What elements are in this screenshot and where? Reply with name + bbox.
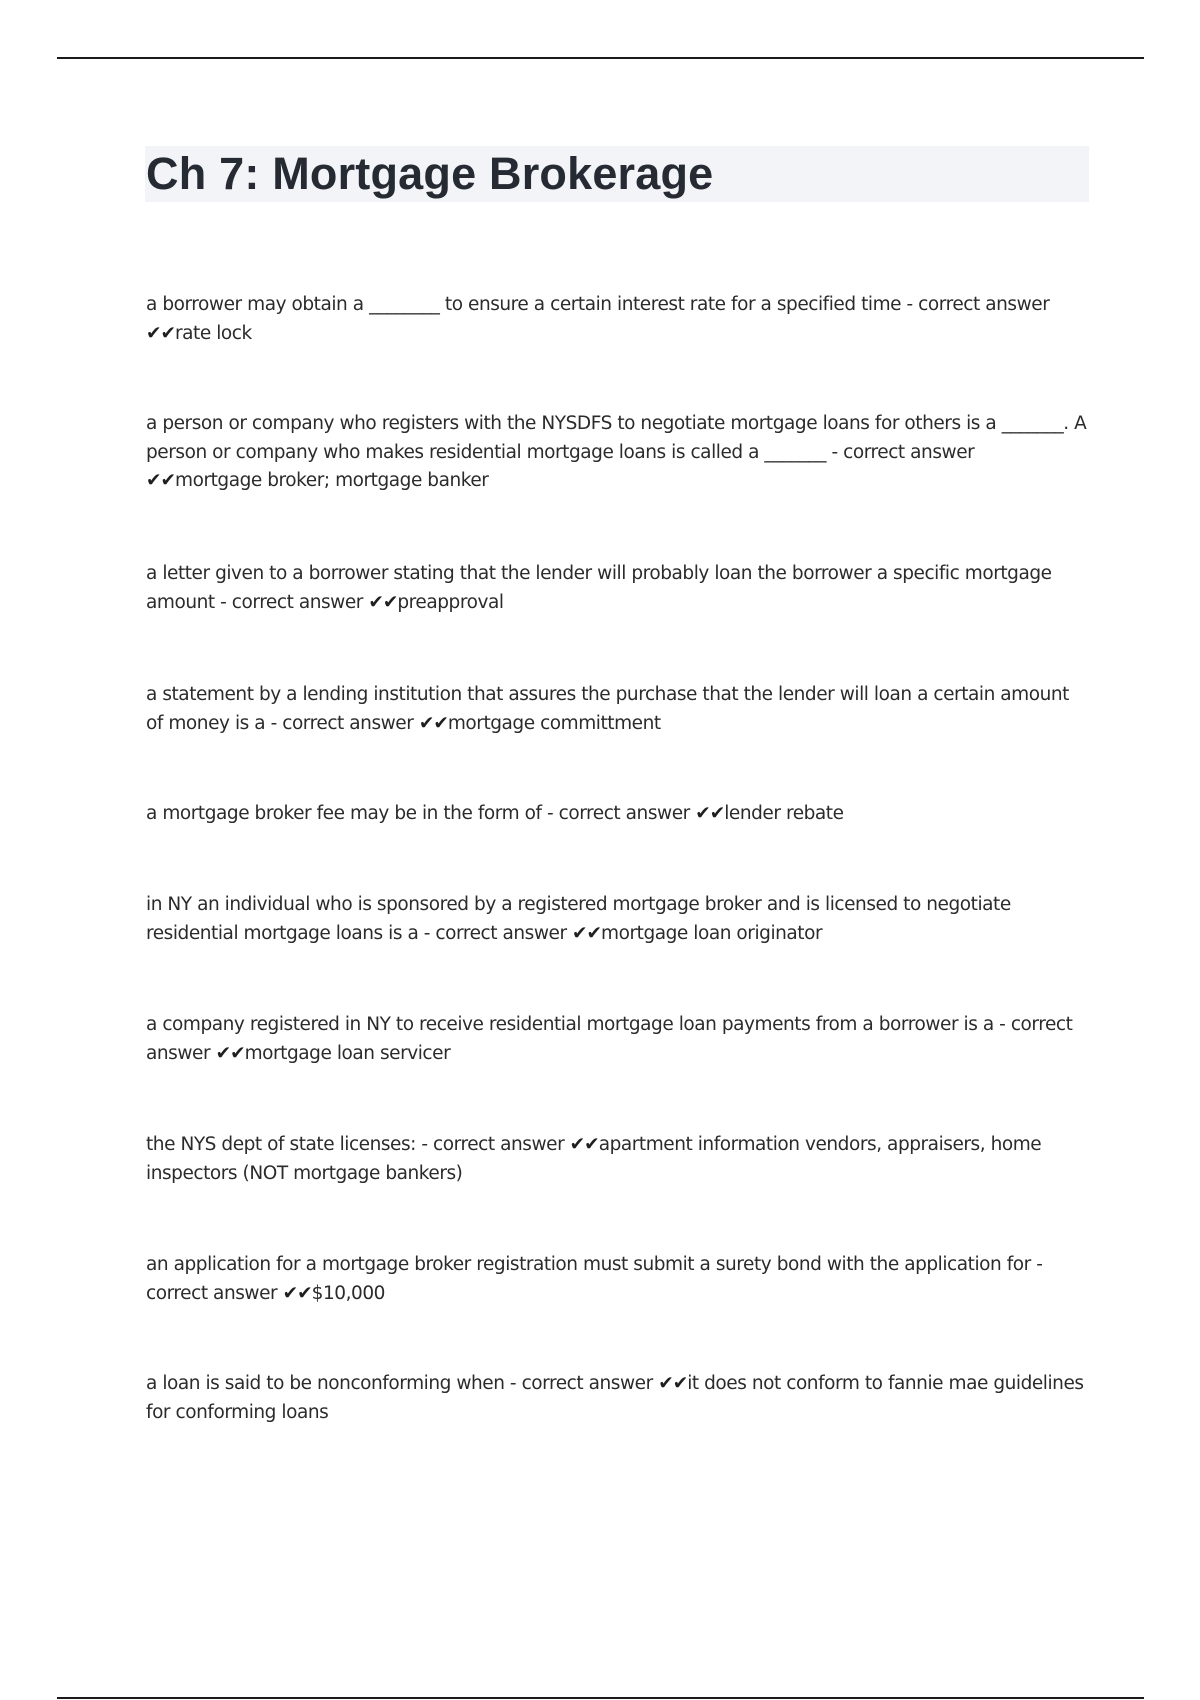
check-icon: ✔✔ — [695, 803, 725, 824]
qa-item-7 — [146, 1011, 1091, 1068]
top-rule — [57, 57, 1144, 59]
question-text: a mortgage broker fee may be in the form of - correct answer — [146, 803, 696, 824]
qa-item-4 — [146, 681, 1091, 738]
question-text: a letter given to a borrower stating that the lender will probably loan the borrower a specific mortgage amount - correct answer — [146, 563, 1052, 613]
page-title: Ch 7: Mortgage Brokerage — [146, 148, 714, 199]
check-icon: ✔✔ — [569, 1134, 599, 1155]
answer-text: mortgage broker; mortgage banker — [175, 470, 489, 491]
question-text: an application for a mortgage broker registration must submit a surety bond with the application for - correct answer — [146, 1254, 1043, 1304]
answer-text: mortgage loan originator — [601, 922, 823, 944]
answer-text: apartment information vendors, appraisers, home inspectors (NOT mortgage bankers) — [146, 1134, 1042, 1184]
question-text: in NY an individual who is sponsored by a registered mortgage broker and is licensed to negotiate residential mortgage loans is a - correct answer — [146, 894, 1011, 944]
answer-text: it does not conform to fannie mae guidelines for conforming loans — [146, 1373, 1084, 1423]
qa-item-8 — [146, 1131, 1091, 1188]
question-text: the NYS dept of state licenses: - correct answer — [146, 1134, 570, 1155]
qa-item-1 — [146, 291, 1091, 348]
question-text: a loan is said to be nonconforming when - correct answer — [146, 1373, 659, 1394]
answer-text: mortgage committment — [447, 712, 661, 734]
check-icon: ✔✔ — [146, 322, 176, 344]
answer-text: preapproval — [397, 591, 504, 613]
qa-item-6 — [146, 891, 1091, 948]
qa-item-2 — [146, 410, 1091, 496]
check-icon: ✔✔ — [658, 1373, 688, 1394]
check-icon: ✔✔ — [282, 1282, 312, 1304]
qa-item-9 — [146, 1251, 1091, 1308]
question-text: a person or company who registers with the NYSDFS to negotiate mortgage loans for others is a _______. A person or company who makes residential mortgage loans is called a _______ - correct answer — [146, 413, 1087, 463]
answer-text: mortgage loan servicer — [244, 1042, 451, 1064]
check-icon: ✔✔ — [215, 1042, 245, 1064]
bottom-rule — [57, 1697, 1144, 1699]
qa-item-5 — [146, 800, 1091, 829]
qa-item-10 — [146, 1370, 1091, 1427]
question-text: a statement by a lending institution that assures the purchase that the lender will loan a certain amount of money is a - correct answer — [146, 684, 1069, 734]
check-icon: ✔✔ — [368, 591, 398, 613]
qa-item-3 — [146, 560, 1091, 617]
check-icon: ✔✔ — [418, 712, 448, 734]
check-icon: ✔✔ — [572, 922, 602, 944]
answer-text: rate lock — [175, 322, 252, 344]
check-icon: ✔✔ — [146, 470, 176, 491]
question-text: a company registered in NY to receive residential mortgage loan payments from a borrower is a - correct answer — [146, 1014, 1073, 1064]
question-text: a borrower may obtain a ________ to ensure a certain interest rate for a specified time - correct answer — [146, 294, 1050, 315]
answer-text: $10,000 — [311, 1282, 385, 1304]
answer-text: lender rebate — [724, 803, 844, 824]
